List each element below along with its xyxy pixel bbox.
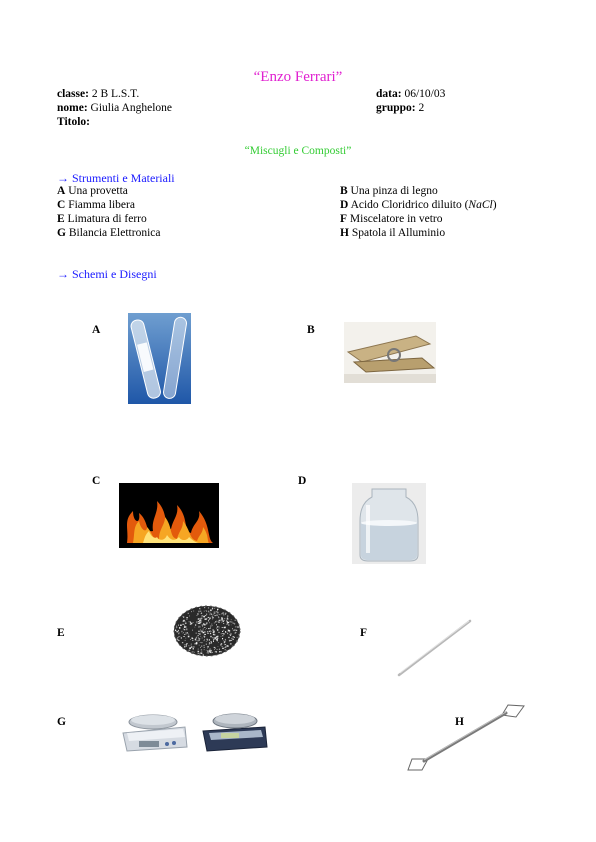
electronic-balance-2-image (201, 707, 269, 753)
material-item-d: D Acido Cloridrico diluito (NaCl) (340, 199, 497, 211)
test-tube-image (128, 313, 191, 404)
aluminium-spatula-image (406, 703, 526, 773)
electronic-balance-1-image (119, 707, 189, 753)
material-item-b: B Una pinza di legno (340, 185, 438, 197)
material-item-f: F Miscelatore in vetro (340, 213, 443, 225)
figure-label-h: H (455, 716, 464, 728)
name-field: nome: Giulia Anghelone (57, 102, 172, 114)
figure-label-c: C (92, 475, 101, 487)
experiment-title: “Miscugli e Composti” (244, 145, 352, 157)
school-name: “Enzo Ferrari” (253, 69, 343, 85)
figure-label-e: E (57, 627, 65, 639)
material-item-g: G Bilancia Elettronica (57, 227, 161, 239)
figure-label-b: B (307, 324, 315, 336)
group-field: gruppo: 2 (376, 102, 425, 114)
iron-filings-image (170, 603, 246, 659)
figure-label-d: D (298, 475, 307, 487)
material-item-e: E Limatura di ferro (57, 213, 147, 225)
title-field: Titolo: (57, 116, 91, 128)
drawings-heading: → Schemi e Disegni (57, 267, 157, 281)
material-item-h: H Spatola il Alluminio (340, 227, 446, 239)
glass-jar-image (352, 483, 426, 564)
figure-label-f: F (360, 627, 368, 639)
material-item-a: A Una provetta (57, 185, 128, 197)
class-field: classe: 2 B L.S.T. (57, 88, 140, 100)
glass-stirring-rod-image (396, 618, 474, 678)
figure-label-a: A (92, 324, 101, 336)
materials-heading: → Strumenti e Materiali (57, 171, 175, 185)
date-field: data: 06/10/03 (376, 88, 446, 100)
figure-label-g: G (57, 716, 66, 728)
material-item-c: C Fiamma libera (57, 199, 135, 211)
fire-flames-image (119, 483, 219, 548)
wooden-clothespin-image (344, 322, 436, 383)
